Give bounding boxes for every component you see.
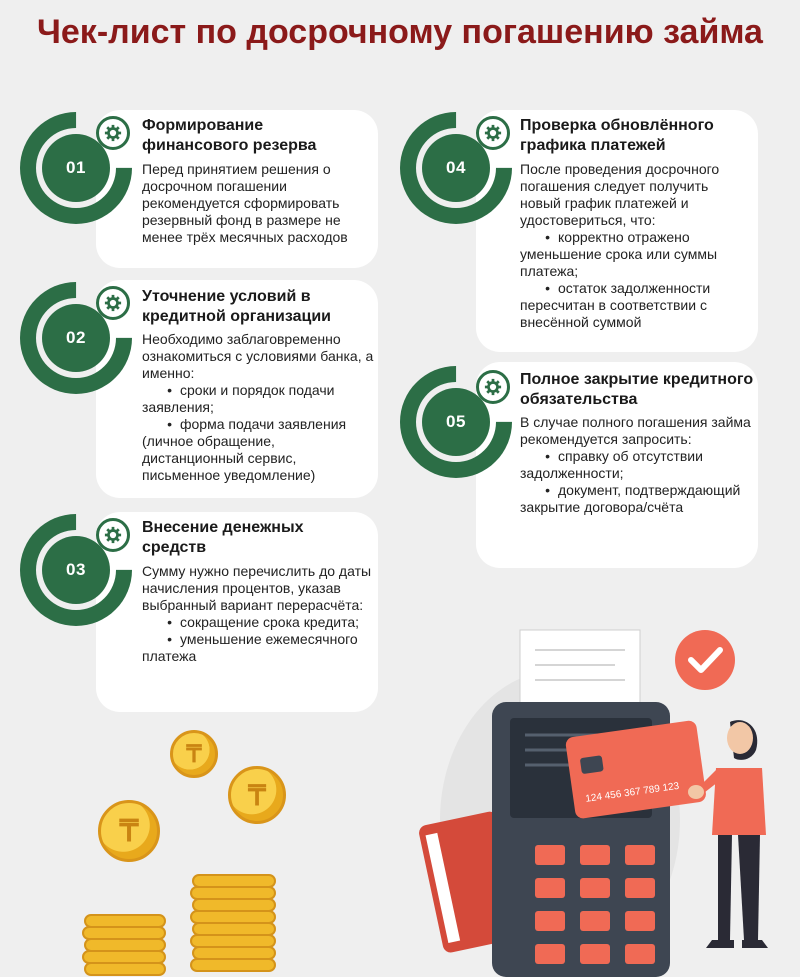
step-bullets — [142, 614, 372, 665]
step-title: Формирование финансового резерва — [142, 117, 317, 154]
step-title: Проверка обновлённого графика платежей — [520, 117, 714, 154]
card-number: 124 456 367 789 123 — [584, 780, 680, 805]
tenge-coin-icon: ₸ — [98, 800, 160, 862]
checkmark-icon — [675, 630, 735, 690]
payment-illustration — [400, 610, 800, 977]
step-bullets — [520, 229, 752, 331]
step-text: Необходимо заблаговременно ознакомиться с условиями банка, а именно: — [142, 331, 374, 381]
list-item: • справку об отсутствии задолженности; — [520, 448, 703, 481]
step-body — [142, 161, 372, 246]
step-number: 03 — [42, 536, 110, 604]
page-title: Чек-лист по досрочному погашению займа — [37, 13, 763, 51]
step-body — [520, 414, 752, 516]
step-number: 04 — [422, 134, 490, 202]
step-text: После проведения досрочного погашения следует получить новый график платежей и удостовериться, что: — [520, 161, 720, 228]
gear-icon — [96, 286, 130, 320]
list-item: • форма подачи заявления (личное обращение, дистанционный сервис, письменное уведомление) — [142, 416, 347, 483]
tenge-coin-icon: ₸ — [170, 730, 218, 778]
step-bullets — [142, 382, 374, 484]
step-number: 05 — [422, 388, 490, 456]
step-title: Полное закрытие кредитного обязательства — [520, 371, 754, 408]
step-body — [520, 161, 752, 331]
step-text: В случае полного погашения займа рекомендуется запросить: — [520, 414, 751, 447]
step-body — [142, 331, 374, 484]
step-body — [142, 563, 372, 665]
gear-icon — [96, 518, 130, 552]
step-number: 01 — [42, 134, 110, 202]
list-item: • уменьшение ежемесячного платежа — [142, 631, 358, 664]
step-title: Внесение денежных средств — [142, 519, 304, 556]
list-item: • сроки и порядок подачи заявления; — [142, 382, 335, 415]
list-item: • сокращение срока кредита; — [167, 614, 360, 630]
gear-icon — [476, 370, 510, 404]
list-item: • корректно отражено уменьшение срока или суммы платежа; — [520, 229, 718, 279]
list-item: • документ, подтверждающий закрытие договора/счёта — [520, 482, 741, 515]
step-title: Уточнение условий в кредитной организации — [142, 288, 331, 325]
step-number: 02 — [42, 304, 110, 372]
tenge-coin-icon: ₸ — [228, 766, 286, 824]
step-text: Перед принятием решения о досрочном погашении рекомендуется сформировать резервный фонд в размере не менее трёх месячных расходов — [142, 161, 348, 245]
gear-icon — [476, 116, 510, 150]
gear-icon — [96, 116, 130, 150]
step-text: Сумму нужно перечислить до даты начисления процентов, указав выбранный вариант перерасчёта: — [142, 563, 372, 613]
step-bullets — [520, 448, 752, 516]
list-item: • остаток задолженности пересчитан в соответствии с внесённой суммой — [520, 280, 711, 330]
